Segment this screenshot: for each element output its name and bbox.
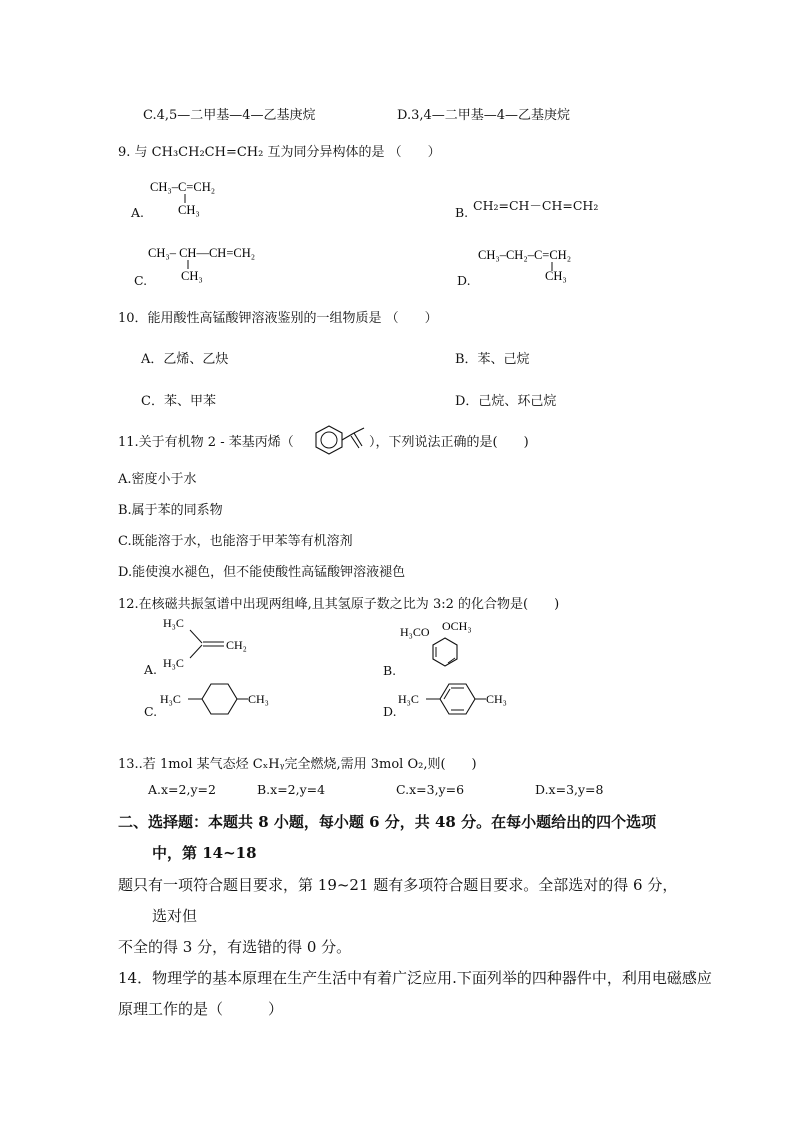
q9-c-main-chain: CH₃‒ CH—CH=CH₂ <box>148 246 256 260</box>
q12-b-methoxy-left: H₃CO <box>400 625 430 639</box>
section-2-heading-line-3: 题只有一项符合题目要求，第 19~21 题有多项符合题目要求。全部选对的得 6 分， <box>118 876 678 894</box>
q12-c-cyclohexane-ring <box>202 684 237 714</box>
q12-a-methyl-top: H₃C <box>163 616 184 630</box>
q12-b-benzene-ring <box>433 638 457 666</box>
q11-stem-end: ），下列说法正确的是( ) <box>369 435 529 450</box>
q11-stem-start: 11.关于有机物 2 - 苯基丙烯（ <box>118 435 294 450</box>
q12-option-a-label: A. <box>144 662 158 677</box>
q12-a-bond-bottom <box>190 645 202 658</box>
single-bond <box>342 433 354 440</box>
methyl-bond <box>354 428 364 433</box>
q12-b-methoxy-right: OCH₃ <box>442 619 472 633</box>
q11-option-c: C.既能溶于水，也能溶于甲苯等有机溶剂 <box>118 534 353 549</box>
q9-d-main-chain: CH₃‒CH₂‒C=CH₂ <box>478 248 572 262</box>
q9-option-c-label: C. <box>134 273 148 288</box>
double-bond-outer <box>354 433 362 446</box>
q13-stem: 13..若 1mol 某气态烃 CₓHᵧ完全燃烧,需用 3mol O₂,则( ) <box>118 757 477 772</box>
q9-option-c-structure <box>148 240 278 286</box>
q12-option-a-structure <box>160 612 260 674</box>
q9-a-branch: CH₃ <box>178 203 200 217</box>
q10-option-b: B．苯、己烷 <box>455 352 530 367</box>
q12-stem: 12.在核磁共振氢谱中出现两组峰,且其氢原子数之比为 3:2 的化合物是( ) <box>118 597 560 612</box>
double-bond-inner <box>351 436 359 448</box>
q8-option-c: C.4,5—二甲基—4—乙基庚烷 <box>143 108 316 123</box>
q10-option-a: A．乙烯、乙炔 <box>141 352 229 367</box>
q11-2-phenylpropene-structure <box>312 422 370 456</box>
q9-option-b-formula: CH₂=CH－CH=CH₂ <box>473 198 599 213</box>
q11-option-b: B.属于苯的同系物 <box>118 503 223 518</box>
q9-a-main-chain: CH₃‒C=CH₂ <box>150 180 216 194</box>
q12-option-b-structure <box>398 614 488 676</box>
q12-option-d-label: D. <box>383 704 397 719</box>
q9-option-a-structure <box>150 174 240 220</box>
q10-stem: 10．能用酸性高锰酸钾溶液鉴别的一组物质是 （ ） <box>118 311 438 326</box>
q9-d-branch: CH₃ <box>545 269 567 283</box>
q11-option-a: A.密度小于水 <box>118 472 197 487</box>
q12-d-methyl-right: CH₃ <box>486 692 507 706</box>
section-2-heading-line-2: 中，第 14~18 <box>152 844 257 862</box>
q8-option-d: D.3,4—二甲基—4—乙基庚烷 <box>397 108 571 123</box>
benzene-ring-aromatic <box>321 432 337 448</box>
q10-option-c: C．苯、甲苯 <box>141 394 216 409</box>
q13-option-b: B.x=2,y=4 <box>257 782 326 797</box>
q11-option-d: D.能使溴水褪色，但不能使酸性高锰酸钾溶液褪色 <box>118 565 406 580</box>
q12-a-methylene: CH₂ <box>226 638 247 652</box>
benzene-ring <box>316 426 342 454</box>
q9-option-a-label: A. <box>131 205 145 220</box>
q9-option-d-label: D. <box>457 273 471 288</box>
q12-option-d-structure <box>398 678 518 720</box>
section-2-heading-line-5: 不全的得 3 分，有选错的得 0 分。 <box>118 938 352 956</box>
q12-c-methyl-right: CH₃ <box>248 692 269 706</box>
q12-option-c-label: C. <box>144 704 158 719</box>
q12-a-bond-top <box>190 630 202 643</box>
q10-option-d: D．己烷、环己烷 <box>455 394 557 409</box>
q13-option-d: D.x=3,y=8 <box>535 782 604 797</box>
q12-c-methyl-left: H₃C <box>160 692 181 706</box>
q12-d-methyl-left: H₃C <box>398 692 419 706</box>
q14-stem-line-2: 原理工作的是（ ） <box>118 1000 284 1018</box>
q9-c-branch: CH₃ <box>181 269 203 283</box>
q9-option-d-structure <box>478 242 598 288</box>
q12-a-methyl-bottom: H₃C <box>163 656 184 670</box>
section-2-heading-line-1: 二、选择题：本题共 8 小题，每小题 6 分，共 48 分。在每小题给出的四个选项 <box>118 813 657 831</box>
q9-stem: 9. 与 CH₃CH₂CH=CH₂ 互为同分异构体的是 （ ） <box>118 145 441 160</box>
q13-option-c: C.x=3,y=6 <box>396 782 465 797</box>
q9-option-b-label: B. <box>455 205 469 220</box>
q13-option-a: A.x=2,y=2 <box>148 782 216 797</box>
q14-stem-line-1: 14．物理学的基本原理在生产生活中有着广泛应用.下面列举的四种器件中，利用电磁感应 <box>118 969 712 987</box>
section-2-heading-line-4: 选对但 <box>152 907 198 925</box>
q12-option-c-structure <box>160 678 280 720</box>
q12-option-b-label: B. <box>383 663 397 678</box>
